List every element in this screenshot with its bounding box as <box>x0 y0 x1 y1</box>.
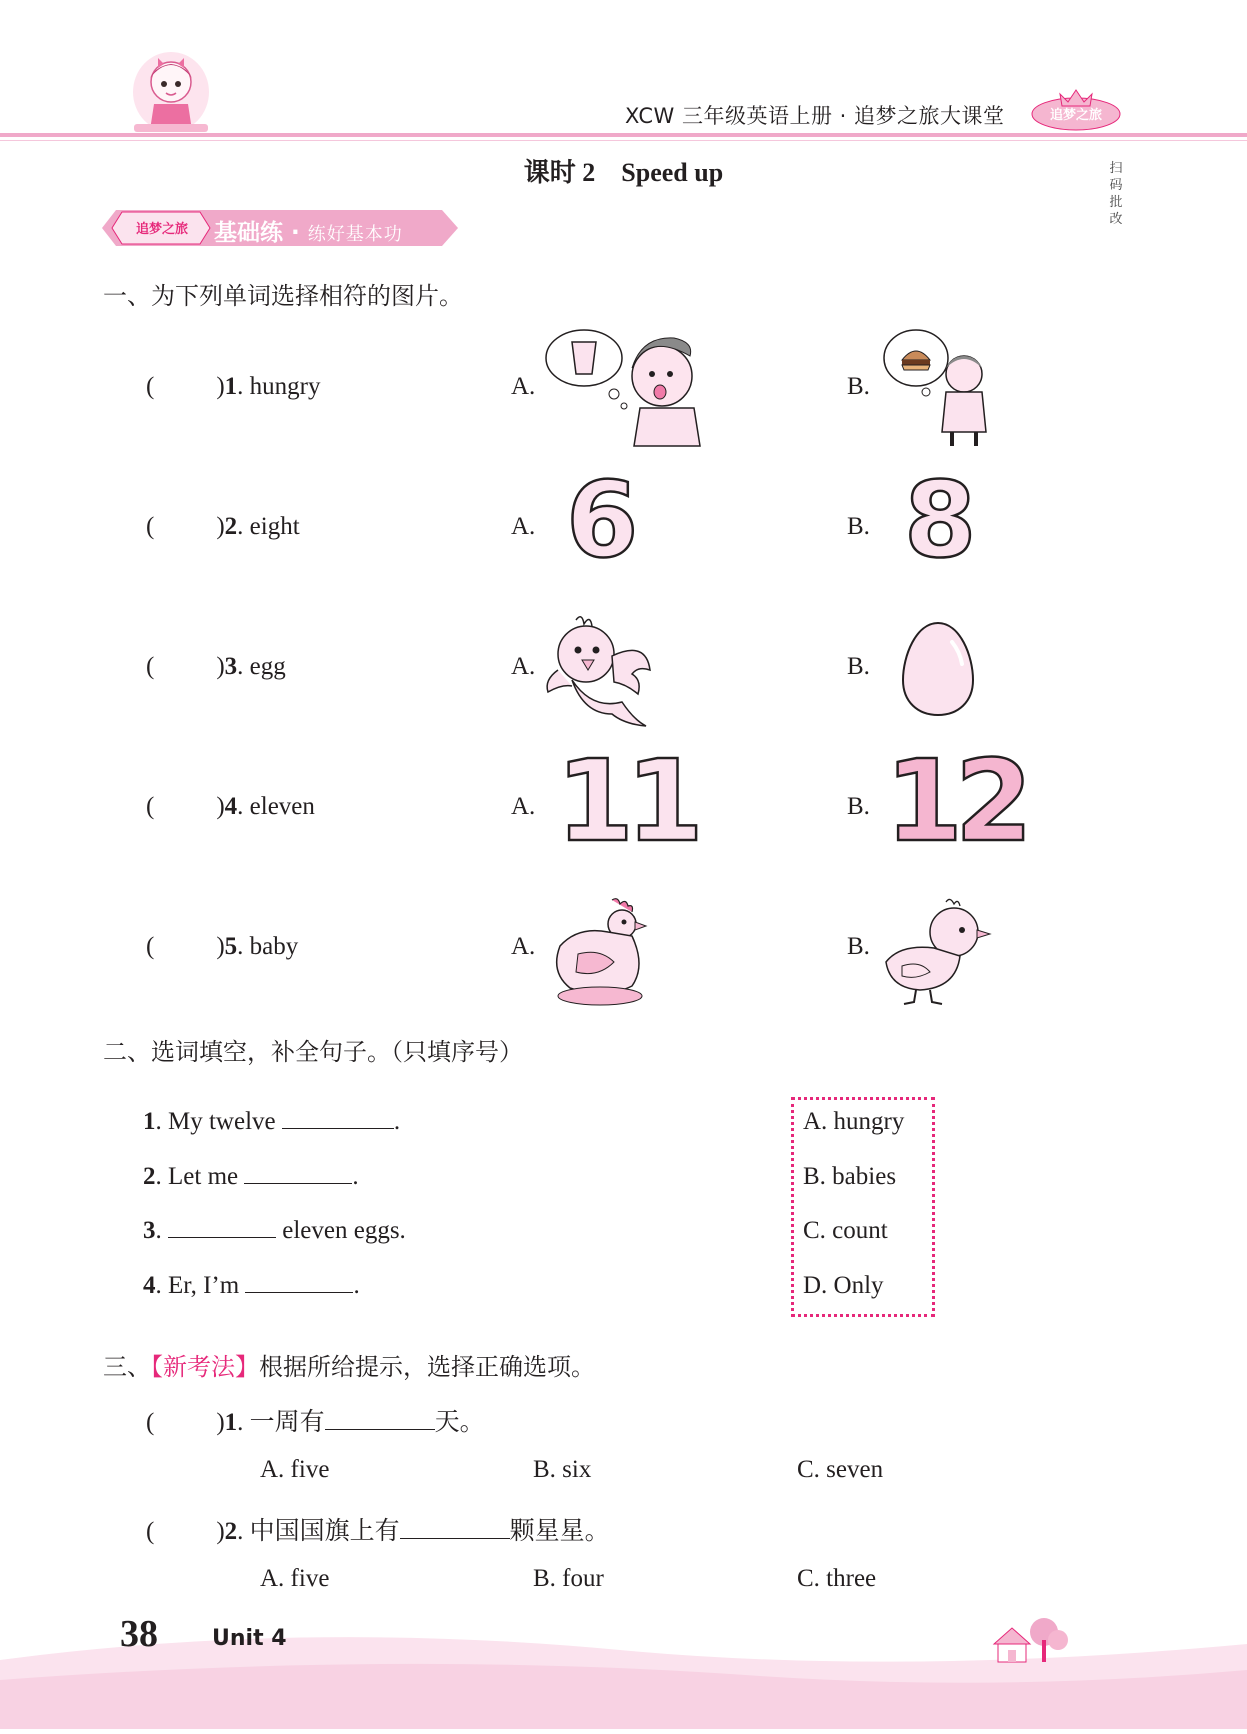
header-logo <box>1030 84 1122 134</box>
sentence-after-blank: . <box>393 1108 401 1135</box>
answer-paren-open[interactable]: ( <box>146 1409 155 1436</box>
header-rule <box>0 133 1247 137</box>
number-eight-picture: 8 <box>904 459 977 581</box>
sentence-after-blank: . <box>353 1272 360 1299</box>
hen-picture <box>548 896 652 1011</box>
question-blank <box>325 1428 435 1430</box>
section3-heading-text: 根据所给提示，选择正确选项。 <box>259 1353 595 1381</box>
section1-heading: 一、为下列单词选择相符的图片。 <box>103 282 463 310</box>
question-text-before: . 中国国旗上有 <box>237 1518 400 1545</box>
header-logo-text: 追梦之旅 <box>1049 108 1102 123</box>
answer-paren-close: ) <box>216 1518 225 1545</box>
banner-title <box>214 214 403 247</box>
q4-option-b-label[interactable]: B. <box>847 793 870 820</box>
question-word: egg <box>249 653 286 680</box>
q1-choice-b[interactable]: B. six <box>533 1456 592 1483</box>
q2-row: ( )2. eight <box>146 513 300 540</box>
choice-question-1 <box>146 1402 485 1438</box>
question-word: eleven <box>249 793 315 820</box>
fill-blank[interactable] <box>168 1236 276 1238</box>
choice-question-2 <box>146 1511 610 1547</box>
number-eleven-picture: 11 <box>556 737 696 867</box>
word-option-b: B. babies <box>803 1163 897 1190</box>
answer-paren-open[interactable]: ( <box>146 653 155 680</box>
question-number: 3 <box>224 653 238 680</box>
answer-paren-open[interactable]: ( <box>146 933 155 960</box>
sentence-before-blank: . Let me <box>155 1163 239 1190</box>
question-number: 2 <box>224 1518 238 1545</box>
q2-option-b-label[interactable]: B. <box>847 513 870 540</box>
answer-paren-close: ) <box>216 653 225 680</box>
header-rule-thin <box>0 140 1247 141</box>
question-blank <box>400 1537 510 1539</box>
hungry-boy-picture <box>880 328 998 453</box>
q4-option-a-label[interactable]: A. <box>511 793 536 820</box>
thirsty-boy-picture <box>544 328 710 453</box>
q5-row: ( )5. baby <box>146 933 299 960</box>
sentence-number: 4 <box>143 1272 156 1299</box>
question-number: 4 <box>224 793 238 820</box>
bird-picture <box>542 610 654 733</box>
answer-paren-close: ) <box>216 1409 225 1436</box>
q1-choice-c[interactable]: C. seven <box>797 1456 884 1483</box>
banner-title-main: 基础练 <box>214 220 283 246</box>
answer-paren-open[interactable]: ( <box>146 1518 155 1545</box>
scan-grade-note[interactable]: 扫码批改 <box>1109 161 1123 227</box>
q4-row: ( )4. eleven <box>146 793 315 820</box>
q2-choice-c[interactable]: C. three <box>797 1565 877 1592</box>
answer-paren-close: ) <box>216 793 225 820</box>
page-number: 38 <box>120 1613 158 1655</box>
q2-choice-a[interactable]: A. five <box>260 1565 330 1592</box>
section2-heading: 二、选词填空，补全句子。（只填序号） <box>103 1038 523 1066</box>
fill-blank[interactable] <box>282 1127 394 1129</box>
question-word: hungry <box>249 373 321 400</box>
word-option-a: A. hungry <box>803 1108 905 1135</box>
fill-sentence-2 <box>143 1163 359 1191</box>
egg-picture <box>900 620 976 723</box>
sentence-before-blank: . My twelve <box>155 1108 276 1135</box>
lesson-title: 课时 2 Speed up <box>523 158 724 187</box>
unit-label: Unit 4 <box>212 1626 287 1651</box>
sentence-after-blank: eleven eggs. <box>282 1217 406 1244</box>
sentence-number: 1 <box>143 1108 156 1135</box>
q1-option-b-label[interactable]: B. <box>847 373 870 400</box>
banner-badge: 追梦之旅 <box>135 222 188 237</box>
q3-option-a-label[interactable]: A. <box>511 653 536 680</box>
question-number: 2 <box>224 513 238 540</box>
question-text-before: . 一周有 <box>237 1409 325 1436</box>
question-text-after: 颗星星。 <box>509 1518 610 1545</box>
fill-sentence-4 <box>143 1272 360 1300</box>
question-word: baby <box>249 933 299 960</box>
answer-paren-close: ) <box>216 373 225 400</box>
sentence-after-blank: . <box>352 1163 359 1190</box>
question-word: eight <box>249 513 300 540</box>
q5-option-a-label[interactable]: A. <box>511 933 536 960</box>
question-number: 1 <box>224 373 238 400</box>
q2-option-a-label[interactable]: A. <box>511 513 536 540</box>
q5-option-b-label[interactable]: B. <box>847 933 870 960</box>
q3-row: ( )3. egg <box>146 653 286 680</box>
q1-row: ( )1. hungry <box>146 373 321 400</box>
word-option-d: D. Only <box>803 1272 884 1299</box>
new-exam-tag: 【新考法】 <box>151 1353 259 1381</box>
chick-picture <box>880 896 992 1011</box>
q2-choice-b[interactable]: B. four <box>533 1565 604 1592</box>
sentence-before-blank: . <box>155 1217 162 1244</box>
sentence-number: 3 <box>143 1217 156 1244</box>
answer-paren-open[interactable]: ( <box>146 793 155 820</box>
sentence-number: 2 <box>143 1163 156 1190</box>
header-mascot <box>128 48 214 136</box>
question-number: 5 <box>224 933 238 960</box>
fill-sentence-3 <box>143 1217 406 1245</box>
number-twelve-picture: 12 <box>885 737 1025 867</box>
banner-subtitle: 练好基本功 <box>307 224 403 245</box>
fill-blank[interactable] <box>245 1291 353 1293</box>
answer-paren-close: ) <box>216 513 225 540</box>
number-six-picture: 6 <box>566 459 639 581</box>
house-tree-icon <box>984 1614 1070 1669</box>
question-text-after: 天。 <box>434 1409 485 1436</box>
header-title: XCW 三年级英语上册 · 追梦之旅大课堂 <box>625 104 1005 128</box>
section3-heading-prefix: 三、 <box>103 1353 151 1381</box>
question-number: 1 <box>224 1409 238 1436</box>
fill-blank[interactable] <box>244 1182 352 1184</box>
q1-choice-a[interactable]: A. five <box>260 1456 330 1483</box>
q3-option-b-label[interactable]: B. <box>847 653 870 680</box>
word-option-c: C. count <box>803 1217 888 1244</box>
sentence-before-blank: . Er, I’m <box>155 1272 240 1299</box>
q1-option-a-label[interactable]: A. <box>511 373 536 400</box>
answer-paren-open[interactable]: ( <box>146 513 155 540</box>
banner-dot: · <box>291 220 300 246</box>
section3-heading <box>103 1347 595 1382</box>
answer-paren-open[interactable]: ( <box>146 373 155 400</box>
answer-paren-close: ) <box>216 933 225 960</box>
fill-sentence-1 <box>143 1108 400 1136</box>
